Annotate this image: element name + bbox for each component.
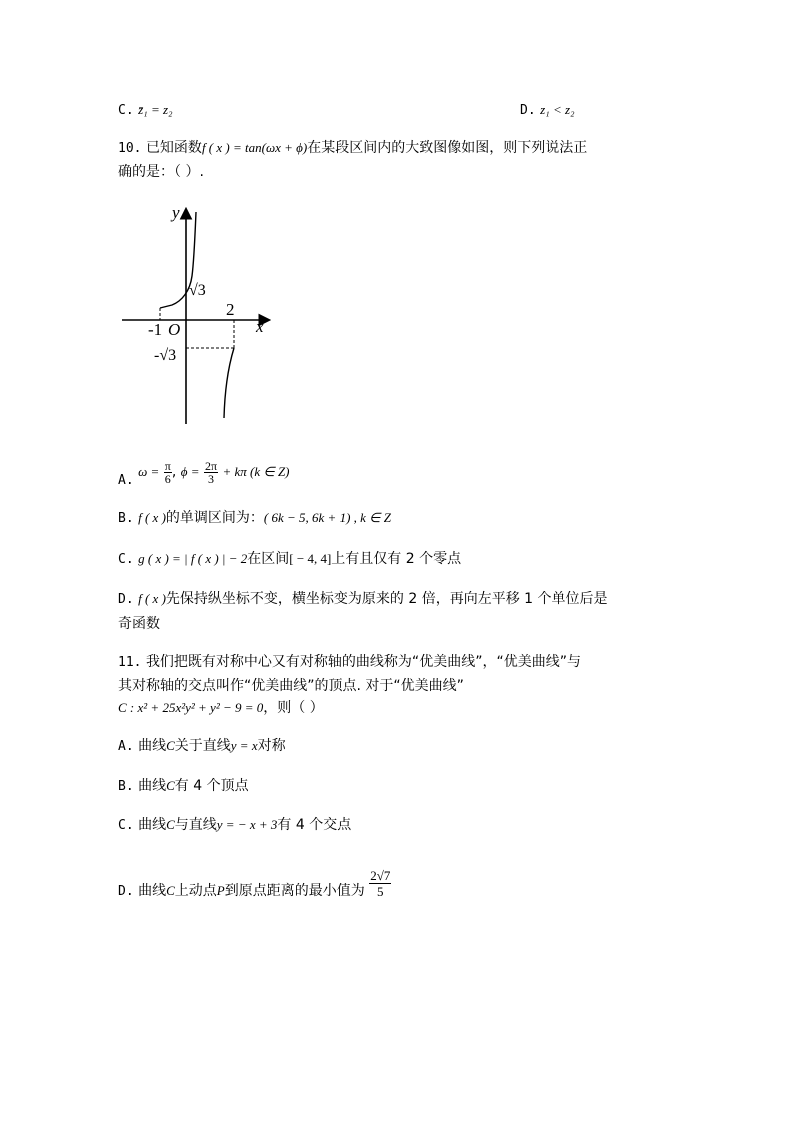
label-2: 2 <box>226 300 235 319</box>
y-axis-label: y <box>172 203 180 222</box>
label-neg1: -1 <box>148 320 163 339</box>
q11-stem-line3: C : x² + 25x²y² + y² − 9 = 0，则（ ） <box>118 700 324 716</box>
tangent-graph <box>118 196 288 428</box>
q10-option-b: B. f ( x )的单调区间为：( 6k − 5, 6k + 1) , k ∈ Z <box>118 510 391 526</box>
curve-right-branch <box>224 348 234 418</box>
q11-stem-line2: 其对称轴的交点叫作“优美曲线”的顶点. 对于“优美曲线” <box>118 678 464 694</box>
q9-option-c-math: z̄₁ = z₂ <box>138 102 173 117</box>
x-axis-label: x <box>256 317 264 336</box>
label-sqrt3: √3 <box>189 282 206 299</box>
q9-option-d: D. z₁ < z₂ <box>520 102 575 118</box>
q10-stem-line1: 10. 已知函数f ( x ) = tan(ωx + ϕ)在某段区间内的大致图像如图，则下列说法正 <box>118 140 588 156</box>
q11-option-b: B. 曲线C有 4 个顶点 <box>118 778 249 794</box>
fraction-2pi-3: $\frac{2\pi}{3}$ <box>204 458 218 486</box>
q10-option-c: C. g ( x ) = | f ( x ) | − 2在区间[ − 4, 4]上有且仅有 2 个零点 <box>118 551 462 567</box>
q9-option-c: C. z̄₁ = z₂ <box>118 102 173 118</box>
label-neg-sqrt3: -√3 <box>154 347 177 364</box>
q11-number: 11. <box>118 655 142 670</box>
q10-option-d-line2: 奇函数 <box>118 616 160 632</box>
q11-option-c: C. 曲线C与直线y = − x + 3有 4 个交点 <box>118 817 352 833</box>
origin-label: O <box>168 320 181 339</box>
q11-stem-line1: 11. 我们把既有对称中心又有对称轴的曲线称为“优美曲线”，“优美曲线”与 <box>118 654 581 670</box>
fraction-2sqrt7-5: $\frac{2√7}{5}$ <box>370 867 391 899</box>
q10-stem-line2: 确的是：（ ）. <box>118 164 204 180</box>
q11-equation: C : x² + 25x²y² + y² − 9 = 0 <box>118 700 264 715</box>
q10-function: f ( x ) = tan(ωx + ϕ) <box>201 140 308 155</box>
q10-option-b-interval: ( 6k − 5, 6k + 1) , k ∈ Z <box>263 510 391 525</box>
q10-option-a: A. ω = $\frac{\pi}{6}$ , ϕ = $\frac{2\pi}{3}$ + kπ (k ∈ Z) <box>118 458 290 488</box>
q10-number: 10. <box>118 141 142 156</box>
fraction-pi-6: $\frac{\pi}{6}$ <box>164 458 171 486</box>
q10-option-d: D. f ( x )先保持纵坐标不变，横坐标变为原来的 2 倍，再向左平移 1 个单位后是 <box>118 591 608 607</box>
q11-option-d: D. 曲线C上动点P到原点距离的最小值为 $\frac{2√7}{5}$ <box>118 867 391 899</box>
q11-option-a: A. 曲线C关于直线y = x对称 <box>118 738 286 754</box>
q9-option-d-math: z₁ < z₂ <box>540 102 575 117</box>
